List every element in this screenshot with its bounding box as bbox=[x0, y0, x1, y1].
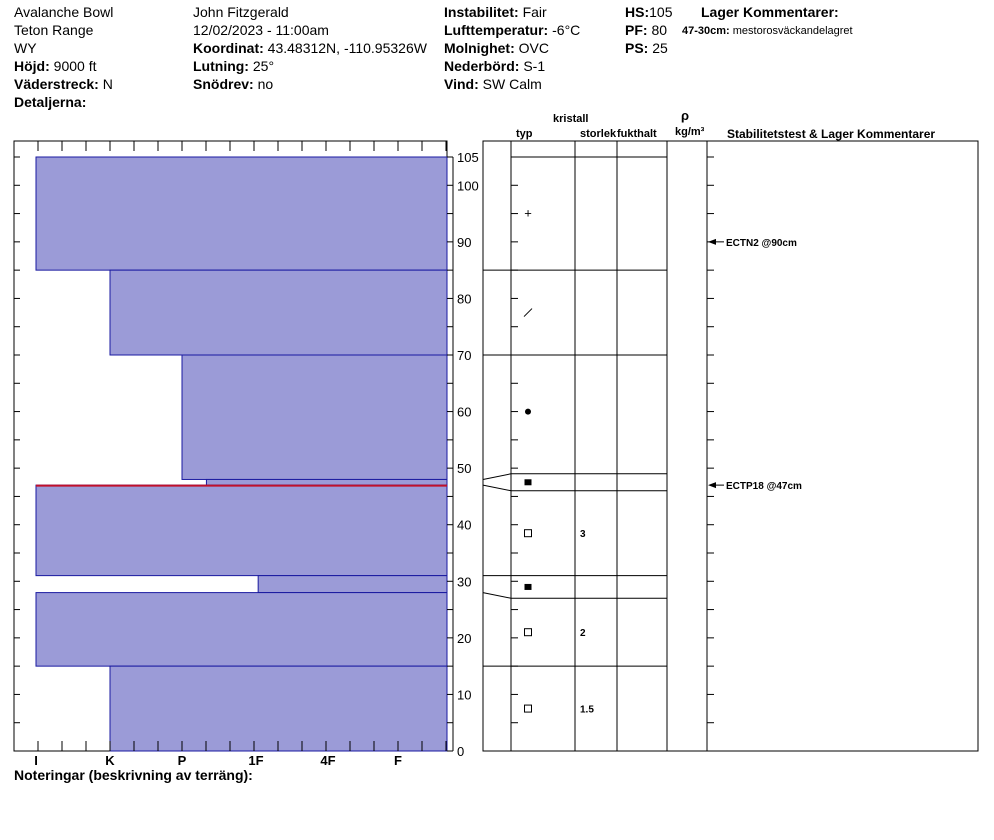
wind-value: SW Calm bbox=[482, 76, 542, 92]
mountain-range: Teton Range bbox=[14, 22, 94, 38]
airtemp-label: Lufttemperatur: bbox=[444, 22, 549, 38]
elevation-value: 9000 ft bbox=[53, 58, 97, 74]
sky-value: OVC bbox=[518, 40, 549, 56]
hardness-layer bbox=[36, 485, 447, 576]
hardness-layers bbox=[36, 157, 447, 751]
coord-value: 43.48312N, -110.95326W bbox=[267, 40, 427, 56]
state: WY bbox=[14, 40, 37, 56]
layer-connector bbox=[483, 485, 511, 491]
hardness-axis bbox=[34, 753, 402, 768]
wind-label: Vind: bbox=[444, 76, 479, 92]
test-arrow-head bbox=[708, 239, 716, 245]
moisture-header: fukthalt bbox=[617, 128, 657, 140]
grain-symbol-decomposing bbox=[524, 309, 532, 317]
grain-symbol-precip: + bbox=[524, 205, 532, 221]
grain-table-frame bbox=[483, 141, 978, 751]
grain-symbol-faceted bbox=[525, 530, 532, 537]
height-tick-label: 20 bbox=[457, 630, 472, 646]
hardness-tick-label: 4F bbox=[320, 753, 336, 768]
airtemp-value: -6°C bbox=[552, 22, 581, 38]
notes-label: Noteringar (beskrivning av terräng): bbox=[14, 767, 253, 783]
hardness-layer bbox=[258, 576, 447, 593]
height-tick-label: 30 bbox=[457, 574, 472, 590]
aspect-value: N bbox=[102, 76, 113, 92]
layer-comment-text: mestorosväckandelagret bbox=[732, 25, 853, 37]
ps-value: 25 bbox=[652, 40, 668, 56]
hardness-tick-label: 1F bbox=[248, 753, 264, 768]
hardness-tick-label: I bbox=[34, 753, 38, 768]
grain-symbol-faceted bbox=[525, 705, 532, 712]
drift-label: Snödrev: bbox=[193, 76, 254, 92]
slope-value: 25° bbox=[252, 58, 275, 74]
sky-label: Molnighet: bbox=[444, 40, 515, 56]
height-axis bbox=[447, 150, 479, 759]
hs-value: 105 bbox=[649, 4, 673, 20]
height-tick-label: 70 bbox=[457, 348, 472, 363]
details-label: Detaljerna: bbox=[14, 94, 87, 110]
precip-value: S-1 bbox=[523, 58, 546, 74]
size-header: storlek bbox=[580, 128, 617, 140]
layer-connector bbox=[483, 593, 511, 599]
stability-test-label: ECTN2 @90cm bbox=[726, 237, 797, 249]
aspect-label: Väderstreck: bbox=[14, 76, 99, 92]
grain-symbol-rounded bbox=[525, 409, 531, 415]
height-tick-label: 60 bbox=[457, 404, 472, 420]
stability-label: Instabilitet: bbox=[444, 4, 519, 20]
datetime: 12/02/2023 - 11:00am bbox=[193, 22, 329, 38]
pf-label: PF: bbox=[625, 22, 648, 38]
hardness-layer bbox=[110, 270, 447, 355]
hardness-layer bbox=[182, 355, 447, 479]
hardness-layer bbox=[36, 157, 447, 270]
hardness-layer bbox=[110, 666, 447, 751]
drift-value: no bbox=[257, 76, 274, 92]
hardness-tick-label: K bbox=[105, 753, 115, 768]
precip-label: Nederbörd: bbox=[444, 58, 520, 74]
grain-size-value: 3 bbox=[580, 529, 586, 541]
location-name: Avalanche Bowl bbox=[14, 4, 114, 20]
height-tick-label: 80 bbox=[457, 291, 472, 307]
height-tick-label: 50 bbox=[457, 461, 472, 477]
slope-label: Lutning: bbox=[193, 58, 249, 74]
hardness-layer bbox=[206, 479, 447, 485]
type-header: typ bbox=[516, 128, 533, 140]
density-unit-header: kg/m³ bbox=[675, 126, 705, 138]
stability-test-label: ECTP18 @47cm bbox=[726, 481, 802, 493]
elevation-label: Höjd: bbox=[14, 58, 50, 74]
grain-table bbox=[483, 141, 978, 751]
stability-tests-header: Stabilitetstest & Lager Kommentarer bbox=[727, 127, 936, 141]
test-arrow-head bbox=[708, 482, 716, 488]
layer-comment-range: 47-30cm: bbox=[682, 25, 730, 37]
height-tick-label: 100 bbox=[457, 178, 479, 194]
rho-header: ρ bbox=[681, 108, 690, 123]
hardness-tick-label: P bbox=[177, 753, 187, 768]
observer: John Fitzgerald bbox=[193, 4, 289, 20]
crystal-header: kristall bbox=[553, 113, 589, 125]
grain-symbol-faceted bbox=[525, 629, 532, 636]
coord-label: Koordinat: bbox=[193, 40, 264, 56]
layer-comments-title: Lager Kommentarer: bbox=[701, 4, 839, 20]
ps-label: PS: bbox=[625, 40, 649, 56]
stability-value: Fair bbox=[522, 4, 547, 20]
grain-symbol-faceted-solid bbox=[525, 584, 532, 590]
height-tick-label: 0 bbox=[457, 744, 465, 759]
height-tick-label: 10 bbox=[457, 687, 472, 703]
height-tick-label: 90 bbox=[457, 234, 472, 250]
height-tick-label: 105 bbox=[457, 150, 479, 165]
pf-value: 80 bbox=[651, 22, 668, 38]
stability-tests bbox=[708, 238, 802, 492]
hardness-layer bbox=[36, 593, 447, 667]
grain-size-value: 1.5 bbox=[580, 704, 594, 716]
grain-size-value: 2 bbox=[580, 628, 586, 640]
layer-connector bbox=[483, 474, 511, 480]
grain-symbol-faceted-solid bbox=[525, 479, 532, 485]
hs-label: HS: bbox=[625, 4, 650, 20]
hardness-tick-label: F bbox=[394, 753, 402, 768]
height-tick-label: 40 bbox=[457, 517, 472, 533]
